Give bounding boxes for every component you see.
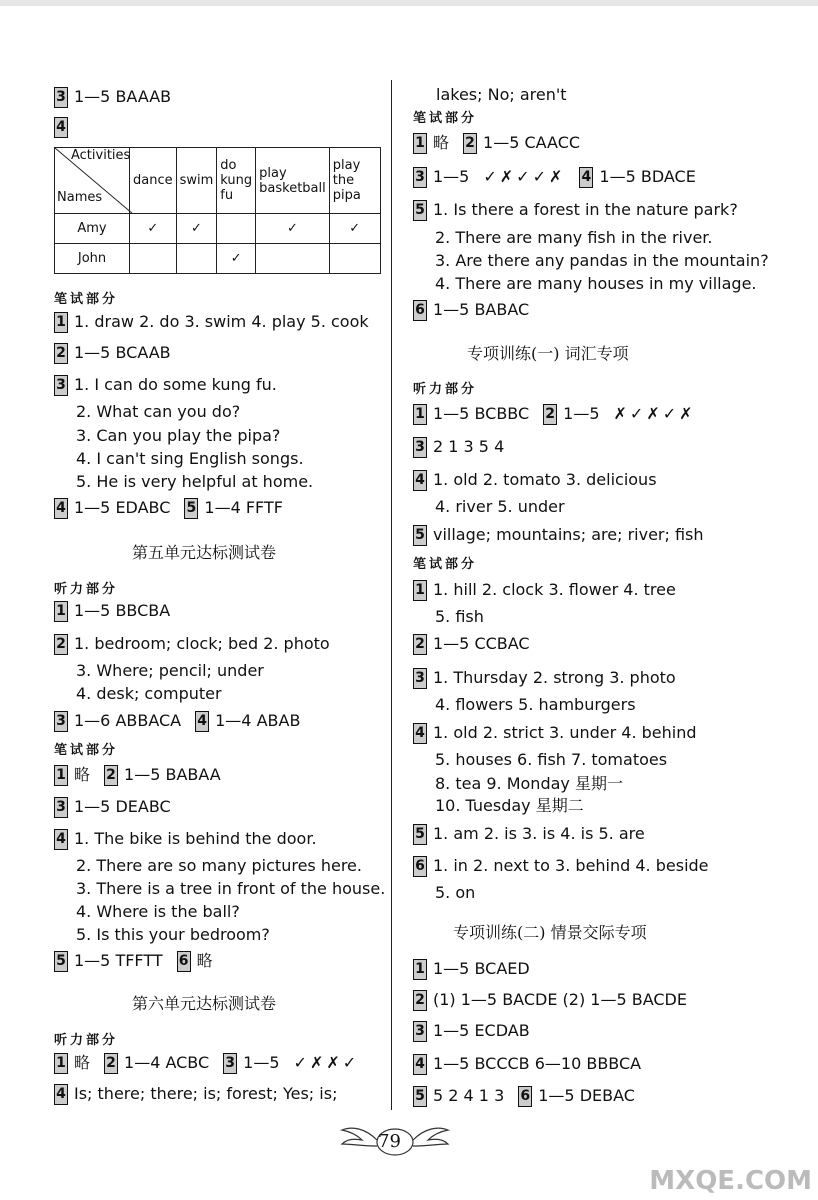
question-number: 3: [413, 437, 427, 458]
answer-line: 3. Can you play the pipa?: [76, 426, 281, 445]
answer-row: [54, 600, 170, 622]
section-label: 听力部分: [54, 582, 119, 597]
answer-line: 4. flowers 5. hamburgers: [435, 695, 636, 714]
answer-row: [54, 633, 330, 655]
answer-row: [54, 828, 317, 850]
answer-line: 5. fish: [435, 607, 484, 626]
check-cell: ✓: [130, 214, 177, 244]
row-name: Amy: [55, 214, 130, 244]
answer-text: 1—5 BCBBC: [433, 404, 530, 423]
question-number: 1: [54, 1053, 68, 1074]
column-header: swim: [176, 148, 217, 214]
answer-line: 4. desk; computer: [76, 684, 222, 703]
check-cell: [217, 214, 256, 244]
answer-text: village; mountains; are; river; fish: [433, 525, 704, 544]
answer-text: 1—5: [433, 167, 470, 186]
answer-text: 1—4 ACBC: [124, 1053, 210, 1072]
answer-line: 5. He is very helpful at home.: [76, 472, 314, 491]
question-number: 4: [413, 723, 427, 744]
answer-line: 5. on: [435, 883, 476, 902]
answer-row: [54, 311, 369, 333]
answer-line: 4. There are many houses in my village.: [435, 274, 757, 293]
question-number: 3: [413, 668, 427, 689]
answer-line: 10. Tuesday 星期二: [435, 796, 584, 815]
answer-text: 略: [196, 951, 213, 970]
answer-text: 1—5 BDACE: [599, 167, 696, 186]
answer-text: 略: [74, 1053, 91, 1072]
question-number: 4: [413, 470, 427, 491]
answer-text: 1—5 BCAED: [433, 959, 530, 978]
question-number: 4: [195, 711, 209, 732]
question-number: 4: [54, 829, 68, 850]
question-number: 1: [54, 765, 68, 786]
answer-row: [413, 579, 676, 601]
question-number: 2: [54, 343, 68, 364]
section-label: 听力部分: [413, 382, 478, 397]
answer-row: [413, 1053, 641, 1075]
question-number: 4: [54, 1084, 68, 1105]
question-number: 5: [413, 200, 427, 221]
answer-line: 4. I can't sing English songs.: [76, 449, 304, 468]
answer-text: 2 1 3 5 4: [433, 437, 505, 456]
check-cell: [256, 244, 330, 274]
header-names: Names: [57, 190, 103, 205]
question-number: 5: [413, 1086, 427, 1107]
question-number: 3: [54, 87, 68, 108]
section-label: 笔试部分: [413, 557, 478, 572]
answer-text: 1—5 BAAAB: [74, 87, 172, 106]
check-cell: ✓: [256, 214, 330, 244]
question-number: 4: [579, 167, 593, 188]
activities-table: [54, 147, 381, 274]
answer-text: 1—5: [563, 404, 600, 423]
answer-line: 1. hill 2. clock 3. flower 4. tree: [433, 580, 676, 599]
answer-text: 1—5 DEBAC: [538, 1086, 635, 1105]
row-name: John: [55, 244, 130, 274]
answer-text: 1—5 BCAAB: [74, 343, 171, 362]
continued-answer: lakes; No; aren't: [436, 85, 567, 104]
check-cell: ✓: [217, 244, 256, 274]
table-row: [55, 214, 381, 244]
answer-text: 1—4 FFTF: [204, 498, 283, 517]
answer-row: [54, 497, 283, 519]
answer-line: 1. I can do some kung fu.: [74, 375, 277, 394]
table-row: [55, 244, 381, 274]
answer-text: 5 2 4 1 3: [433, 1086, 505, 1105]
answer-line: 1. bedroom; clock; bed 2. photo: [74, 634, 330, 653]
question-number: 5: [413, 824, 427, 845]
answer-text: (1) 1—5 BACDE (2) 1—5 BACDE: [433, 990, 687, 1009]
question-number: 2: [104, 765, 118, 786]
question-number: 1: [413, 580, 427, 601]
unit-heading: 第五单元达标测试卷: [132, 543, 277, 562]
header-activities: Activities: [71, 148, 131, 163]
question-number: 1: [54, 312, 68, 333]
answer-text: 1—4 ABAB: [215, 711, 301, 730]
answer-row: [413, 1085, 635, 1107]
answer-text: 1—5 CCBAC: [433, 634, 530, 653]
question-number: 3: [54, 797, 68, 818]
unit-heading: 专项训练(二) 情景交际专项: [453, 923, 647, 942]
answer-line: 1. old 2. tomato 3. delicious: [433, 470, 657, 489]
answer-row: [413, 436, 504, 458]
answer-row: [413, 524, 704, 546]
question-number: 6: [413, 300, 427, 321]
question-number: 3: [413, 167, 427, 188]
question-number: 3: [54, 711, 68, 732]
question-number: 6: [413, 856, 427, 877]
answer-row: [54, 764, 221, 786]
answer-line: 2. What can you do?: [76, 402, 241, 421]
answer-row: [413, 958, 530, 980]
question-number: 3: [413, 1021, 427, 1042]
answer-line: 3. Where; pencil; under: [76, 661, 264, 680]
question-number: 4: [413, 1054, 427, 1075]
unit-heading: 第六单元达标测试卷: [132, 994, 277, 1013]
question-number: 5: [413, 525, 427, 546]
answer-row: [54, 374, 277, 396]
answer-text: 1—6 ABBACA: [74, 711, 182, 730]
watermark: MXQE.COM: [649, 1166, 812, 1196]
answer-row: [413, 722, 697, 744]
question-number: 6: [518, 1086, 532, 1107]
answer-row: [54, 116, 74, 138]
question-number: 2: [104, 1053, 118, 1074]
answer-row: [54, 796, 171, 818]
column-header: play basketball: [256, 148, 330, 214]
answer-row: [413, 989, 687, 1011]
question-number: 5: [184, 498, 198, 519]
answer-text: 1. draw 2. do 3. swim 4. play 5. cook: [74, 312, 369, 331]
answer-line: 5. houses 6. fish 7. tomatoes: [435, 750, 668, 769]
scan-top-edge: [0, 0, 818, 6]
answer-line: 3. There is a tree in front of the house.: [76, 879, 386, 898]
question-number: 5: [54, 951, 68, 972]
answer-text: 1—5 DEABC: [74, 797, 171, 816]
answer-row: [54, 710, 300, 732]
answer-line: 8. tea 9. Monday 星期一: [435, 774, 623, 793]
answer-text: 1—5 CAACC: [483, 133, 581, 152]
question-number: 1: [413, 133, 427, 154]
answer-text: 略: [433, 133, 450, 152]
answer-text: 1—5: [243, 1053, 280, 1072]
answer-row: [413, 299, 529, 321]
answer-row: [413, 469, 657, 491]
answer-text: 1—5 BBCBA: [74, 601, 171, 620]
answer-text: 1—5 TFFTT: [74, 951, 163, 970]
answer-text: Is; there; there; is; forest; Yes; is;: [74, 1084, 338, 1103]
section-label: 听力部分: [54, 1033, 119, 1048]
question-number: 4: [54, 117, 68, 138]
answer-line: 2. There are so many pictures here.: [76, 856, 362, 875]
question-number: 2: [463, 133, 477, 154]
check-cell: [130, 244, 177, 274]
check-marks: ✗✓✗✓✗: [613, 404, 696, 423]
answer-row: [413, 166, 696, 188]
answer-text: 1—5 BABAC: [433, 300, 530, 319]
answer-text: 略: [74, 765, 91, 784]
answer-row: [413, 633, 530, 655]
answer-row: [54, 86, 171, 108]
answer-line: 1. old 2. strict 3. under 4. behind: [433, 723, 697, 742]
answer-row: [54, 1052, 359, 1074]
check-cell: [329, 244, 380, 274]
section-label: 笔试部分: [413, 111, 478, 126]
answer-row: [413, 403, 696, 425]
unit-heading: 专项训练(一) 词汇专项: [467, 344, 629, 363]
answer-line: 2. There are many fish in the river.: [435, 228, 713, 247]
answer-line: 1. The bike is behind the door.: [74, 829, 317, 848]
answer-text: 1—5 ECDAB: [433, 1021, 530, 1040]
check-marks: ✓✗✗✓: [293, 1053, 360, 1072]
question-number: 1: [413, 959, 427, 980]
answer-line: 1. Is there a forest in the nature park?: [433, 200, 738, 219]
answer-row: [54, 342, 171, 364]
answer-line: 1. Thursday 2. strong 3. photo: [433, 668, 676, 687]
question-number: 3: [54, 375, 68, 396]
check-cell: ✓: [329, 214, 380, 244]
answer-row: [413, 199, 738, 221]
answer-row: [54, 1083, 337, 1105]
column-header: dance: [130, 148, 177, 214]
column-header: play the pipa: [329, 148, 380, 214]
answer-text: 1—5 EDABC: [74, 498, 171, 517]
section-label: 笔试部分: [54, 292, 119, 307]
answer-row: [413, 667, 676, 689]
column-header: do kung fu: [217, 148, 256, 214]
question-number: 6: [177, 951, 191, 972]
answer-row: [413, 823, 645, 845]
answer-line: 4. Where is the ball?: [76, 902, 240, 921]
question-number: 4: [54, 498, 68, 519]
table-header-diagonal: [55, 148, 130, 214]
answer-row: [413, 132, 580, 154]
answer-row: [413, 855, 709, 877]
question-number: 1: [54, 601, 68, 622]
answer-row: [54, 950, 213, 972]
check-cell: ✓: [176, 214, 217, 244]
section-label: 笔试部分: [54, 743, 119, 758]
question-number: 2: [54, 634, 68, 655]
column-divider: [391, 80, 392, 1110]
page-number: 79: [378, 1131, 401, 1152]
answer-line: 4. river 5. under: [435, 497, 565, 516]
answer-line: 3. Are there any pandas in the mountain?: [435, 251, 769, 270]
question-number: 2: [413, 634, 427, 655]
question-number: 2: [543, 404, 557, 425]
answer-row: [413, 1020, 530, 1042]
check-marks: ✓✗✓✓✗: [483, 167, 566, 186]
answer-text: 1—5 BABAA: [124, 765, 221, 784]
answer-line: 5. Is this your bedroom?: [76, 925, 270, 944]
answer-line: 1. in 2. next to 3. behind 4. beside: [433, 856, 709, 875]
answer-text: 1. am 2. is 3. is 4. is 5. are: [433, 824, 645, 843]
question-number: 3: [223, 1053, 237, 1074]
question-number: 1: [413, 404, 427, 425]
check-cell: [176, 244, 217, 274]
answer-text: 1—5 BCCCB 6—10 BBBCA: [433, 1054, 642, 1073]
question-number: 2: [413, 990, 427, 1011]
